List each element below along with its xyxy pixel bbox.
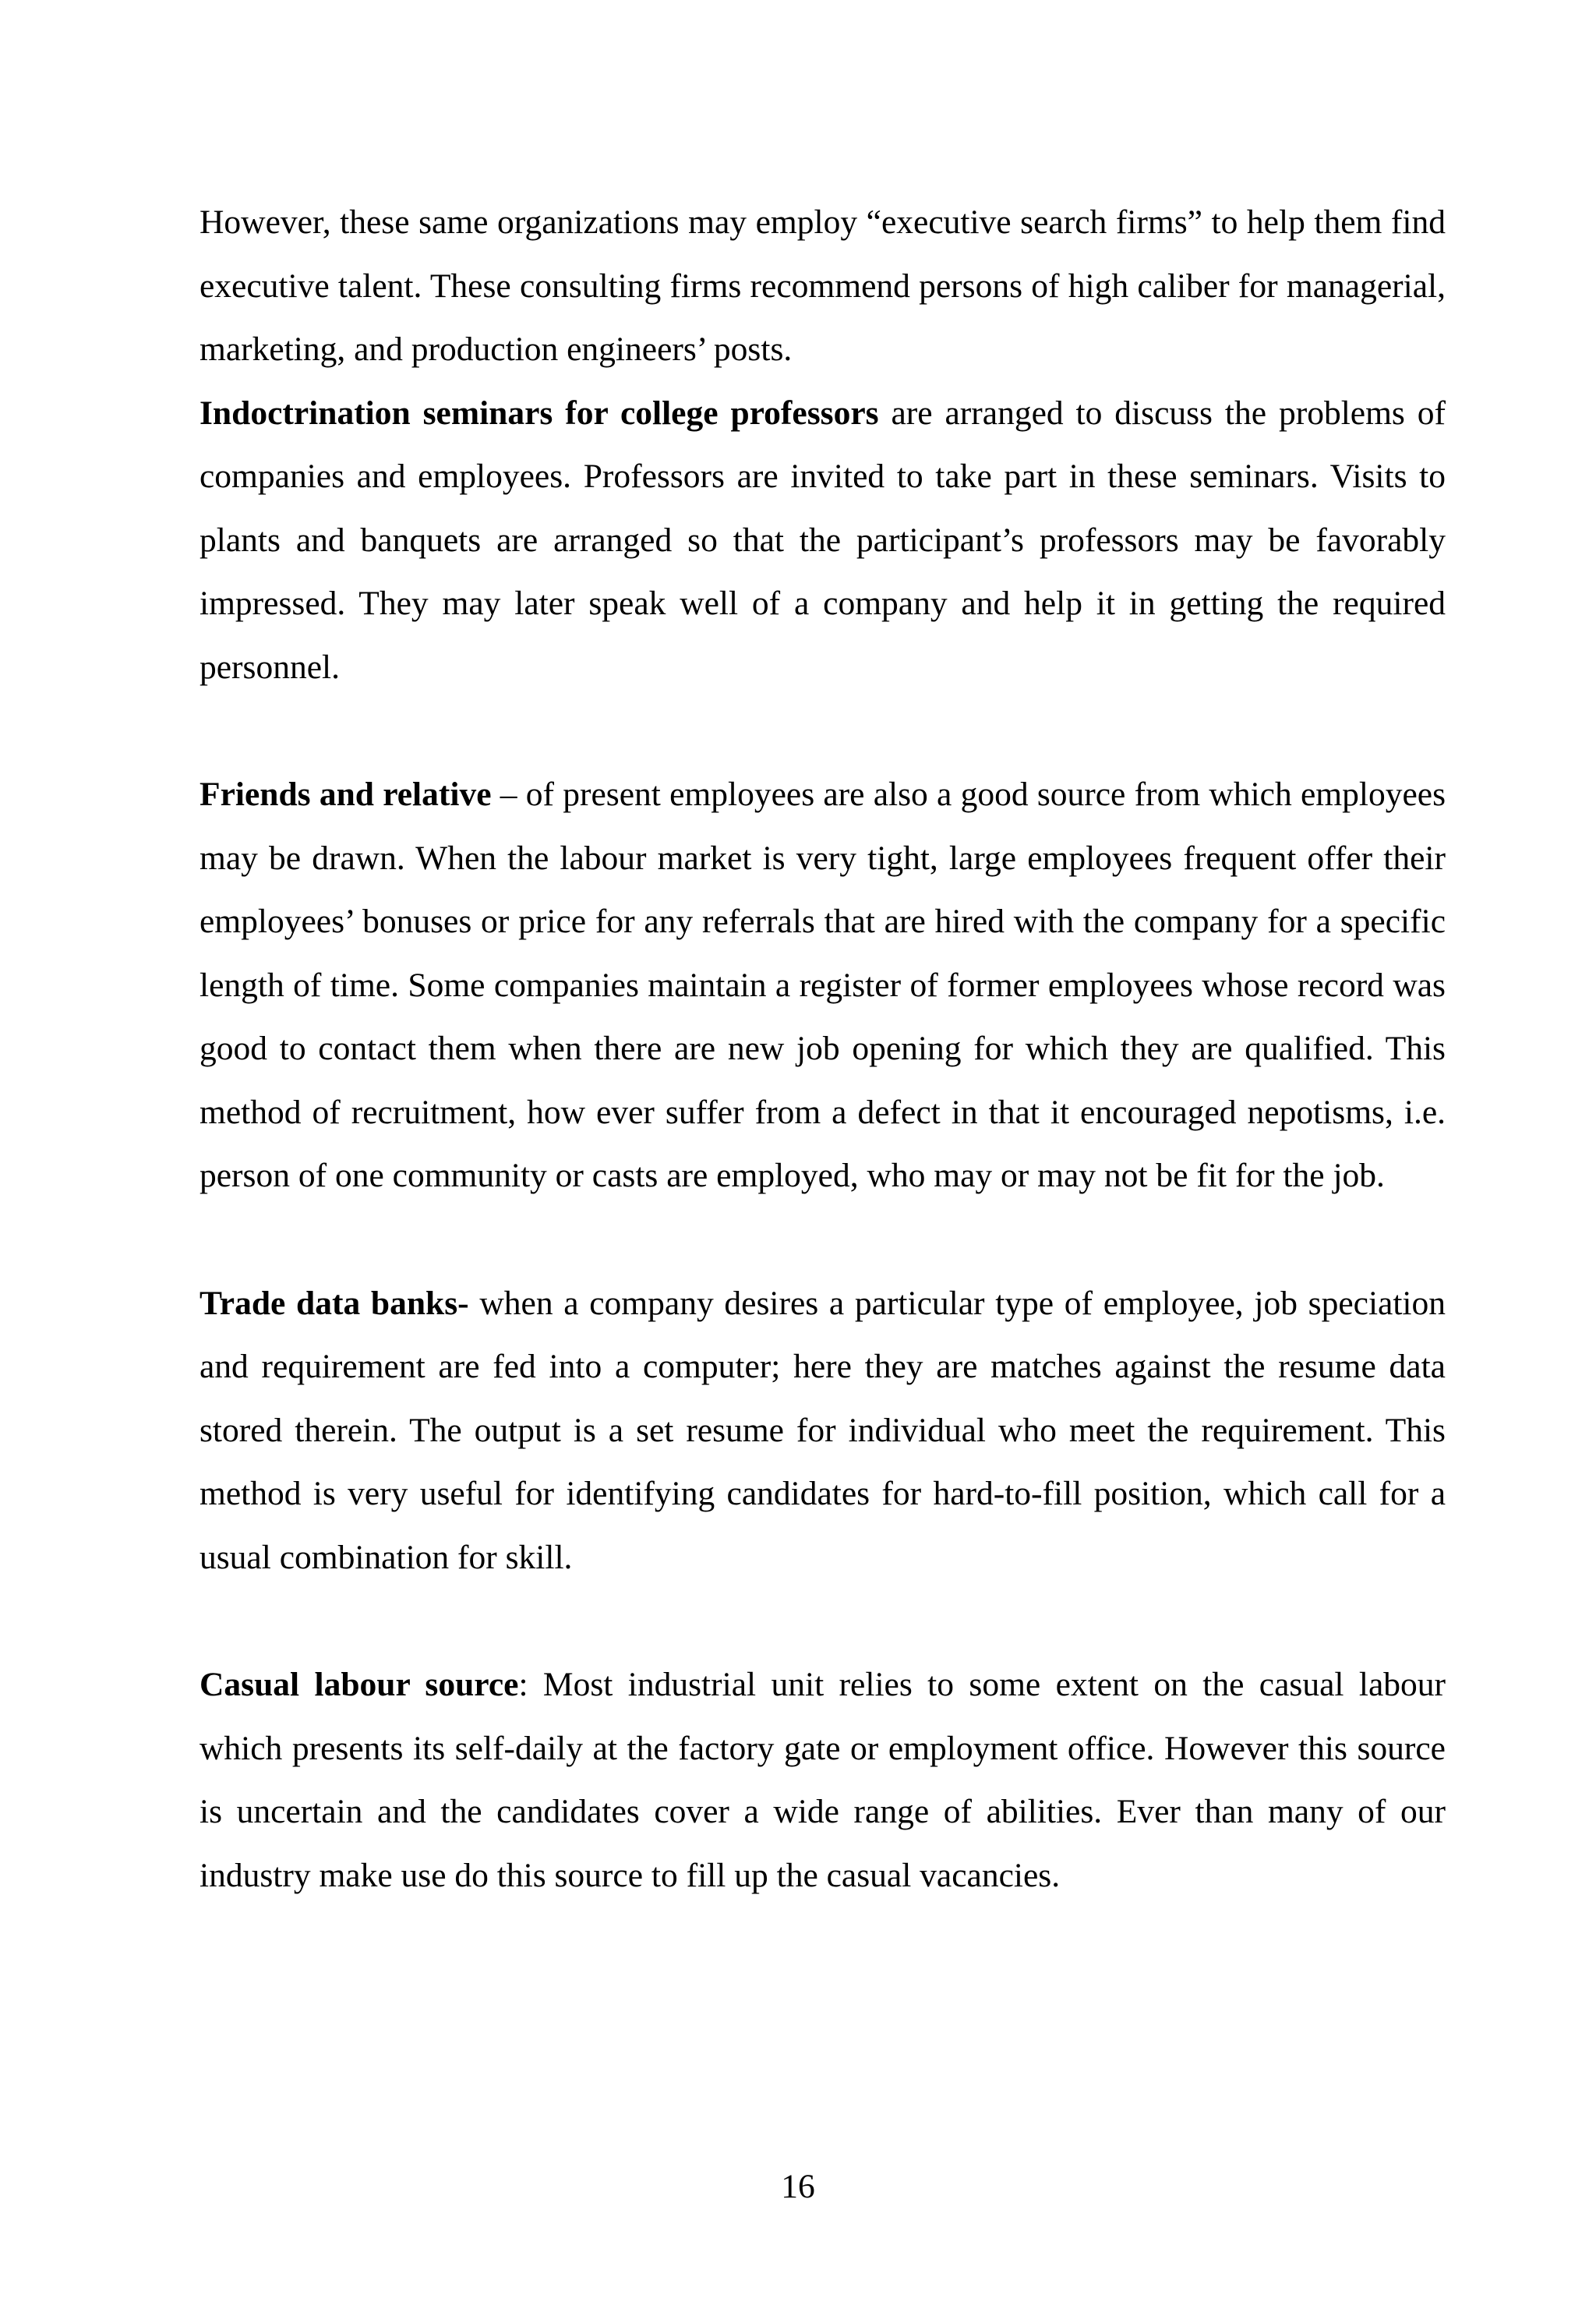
term-heading: Friends and relative — [200, 776, 492, 813]
term-heading: Trade data banks- — [200, 1284, 469, 1322]
page-number: 16 — [781, 2168, 815, 2205]
paragraph-friends-and-relative — [200, 763, 1446, 1208]
paragraph-indoctrination-seminars — [200, 382, 1446, 700]
paragraph-text: : Most industrial unit relies to some extent on the casual labour which presents its self-daily at the factory gate or employment office. However this source is uncertain and the candidates cover a wide range of abilities. Ever than many of our industry make use do this source to fill up the casual vacancies. — [200, 1666, 1446, 1894]
paragraph-trade-data-banks — [200, 1272, 1446, 1590]
term-heading: Casual labour source — [200, 1666, 519, 1703]
paragraph-text: – of present employees are also a good source from which employees may be drawn. When the labour market is very tight, large employees frequent offer their employees’ bonuses or price for any referrals that are hired with the company for a specific length of time. Some companies maintain a register of former employees whose record was good to contact them when there are new job opening for which they are qualified. This method of recruitment, how ever suffer from a defect in that it encouraged nepotisms, i.e. person of one community or casts are employed, who may or may not be fit for the job. — [200, 776, 1446, 1194]
page-body — [200, 191, 1446, 1907]
paragraph-executive-search — [200, 191, 1446, 382]
paragraph-casual-labour-source — [200, 1653, 1446, 1907]
paragraph-text: However, these same organizations may employ “executive search firms” to help them find executive talent. These consulting firms recommend persons of high caliber for managerial, marketing, and production engineers’ posts. — [200, 203, 1446, 368]
paragraph-text: are arranged to discuss the problems of companies and employees. Professors are invited to take part in these seminars. Visits to plants and banquets are arranged so that the participant’s professors may be favorably impressed. They may later speak well of a company and help it in getting the required personnel. — [200, 394, 1446, 686]
term-heading: Indoctrination seminars for college professors — [200, 394, 879, 432]
paragraph-text: when a company desires a particular type of employee, job speciation and requirement are fed into a computer; here they are matches against the resume data stored therein. The output is a set resume for individual who meet the requirement. This method is very useful for identifying candidates for hard-to-fill position, which call for a usual combination for skill. — [200, 1284, 1446, 1576]
